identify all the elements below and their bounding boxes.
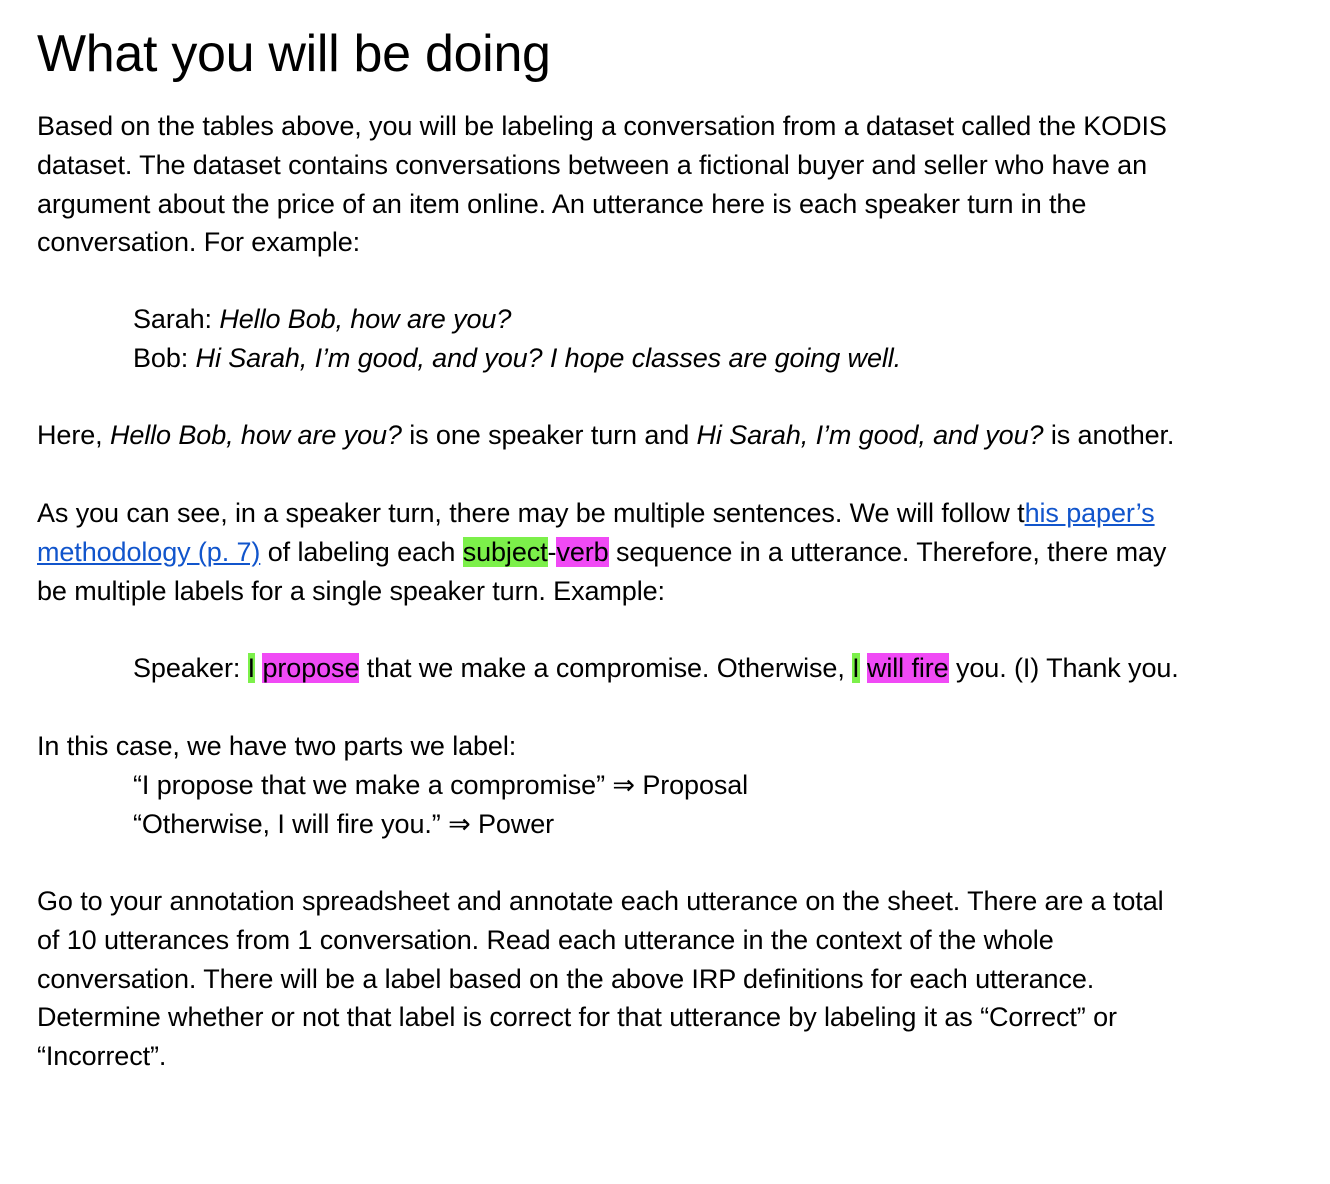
here-suffix: is another. [1043,420,1175,450]
bob-utterance: Hi Sarah, I’m good, and you? I hope classes are going well. [195,342,902,373]
intro-line-4: conversation. For example: [37,227,361,258]
label-item-proposal: “I propose that we make a compromise” ⇒ Proposal [133,769,749,800]
instructions-line-4: Determine whether or not that label is correct for that utterance by labeling it as “Correct” or [37,1002,1117,1033]
label-item-power: “Otherwise, I will fire you.” ⇒ Power [133,808,555,839]
intro-line-1: Based on the tables above, you will be labeling a conversation from a dataset called the KODIS [37,111,1167,141]
here-turn-1: Hello Bob, how are you? [109,420,402,450]
instructions-line-1: Go to your annotation spreadsheet and annotate each utterance on the sheet. There are a total [37,886,1164,916]
subject-verb-hyphen: - [547,536,557,567]
dialogue-line-sarah [133,300,1330,339]
page-title: What you will be doing [37,25,551,83]
speaker-bob: Bob: [133,342,196,373]
speaker-example-line [133,649,1330,688]
methodology-line-2 [37,533,1307,572]
speaker-example-middle: that we make a compromise. Otherwise, [359,653,853,683]
here-prefix: Here, [37,420,110,450]
methodology-text: As you can see, in a speaker turn, there may be multiple sentences. We will follow t [37,498,1025,528]
after-verb-text: sequence in a utterance. Therefore, there may [608,536,1167,567]
here-line [37,416,1327,455]
here-turn-2: Hi Sarah, I’m good, and you? [696,420,1044,450]
subject-highlight: subject [462,536,548,567]
intro-paragraph [37,107,1307,262]
methodology-line-3: be multiple labels for a single speaker turn. Example: [37,575,665,606]
verb-highlight-2: will fire [866,653,949,683]
dialogue-line-bob [133,339,1330,378]
paper-link-part-1[interactable]: his paper’s [1024,498,1155,528]
after-link-text: of labeling each [260,536,463,567]
speaker-label: Speaker: [133,653,248,683]
instructions-line-3: conversation. There will be a label based on the above IRP definitions for each utterance. [37,963,1095,994]
methodology-line-1 [37,494,1307,533]
speaker-sarah: Sarah: [133,304,220,334]
intro-line-3: argument about the price of an item online. An utterance here is each speaker turn in the [37,188,1087,219]
verb-highlight: verb [556,536,609,567]
sarah-utterance: Hello Bob, how are you? [219,304,512,334]
intro-line-2: dataset. The dataset contains conversations between a fictional buyer and seller who have an [37,149,1148,180]
speaker-example [37,649,1330,688]
example-dialogue [37,300,1330,378]
paper-link-part-2[interactable]: methodology (p. 7) [37,536,261,567]
speaker-example-end: you. (I) Thank you. [948,653,1179,683]
labels-section [37,727,1307,843]
speaker-turn-explanation [37,416,1327,455]
methodology-paragraph [37,494,1307,610]
subject-highlight-2: I [852,653,860,683]
here-middle: is one speaker turn and [401,420,697,450]
verb-highlight-1: propose [262,653,360,683]
labels-intro: In this case, we have two parts we label: [37,731,517,761]
space-2 [860,653,867,683]
instructions-paragraph [37,882,1307,1076]
instructions-line-5: “Incorrect”. [37,1041,167,1072]
instructions-line-2: of 10 utterances from 1 conversation. Read each utterance in the context of the whole [37,924,1054,955]
subject-highlight-1: I [247,653,256,683]
